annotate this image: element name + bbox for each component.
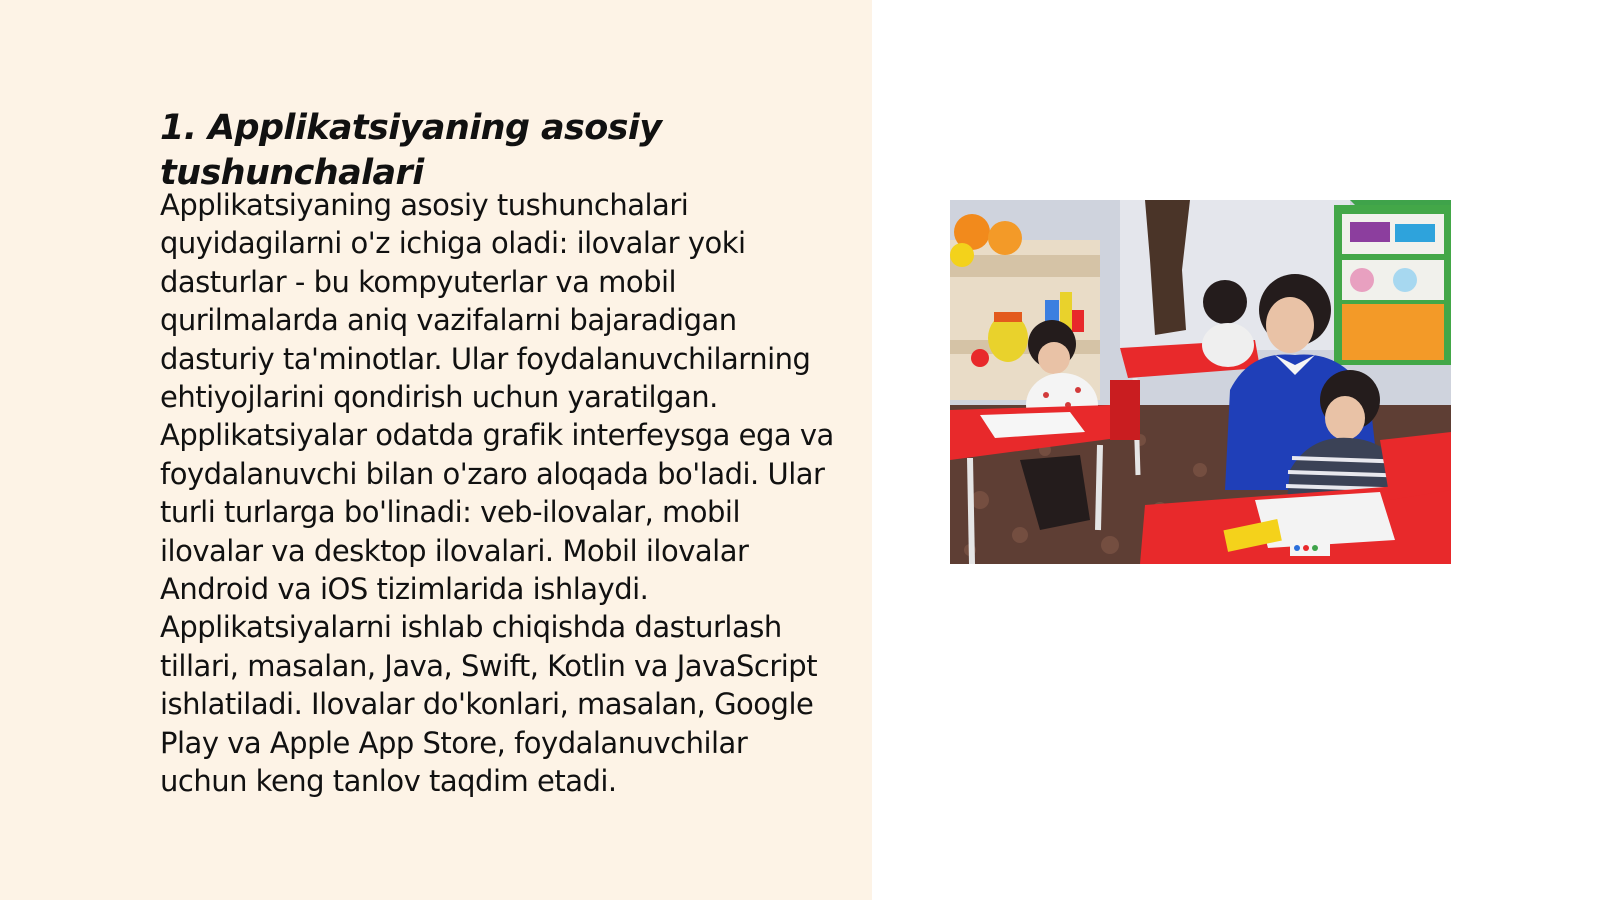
slide-body-text: Applikatsiyaning asosiy tushunchalari quyidagilarni o'z ichiga oladi: ilovalar yoki dasturlar - bu kompyuterlar va mobil qurilmalarda aniq vazifalarni bajaradigan dasturiy ta'minotlar. Ular foydalanuvchilarning ehtiyojlarini qondirish uchun yaratilgan. Applikatsiyalar odatda grafik interfeysga ega va foydalanuvchi bilan o'zaro aloqada bo'ladi. Ular turli turlarga bo'linadi: veb-ilovalar, mobil ilovalar va desktop ilovalari. Mobil ilovalar Android va iOS tizimlarida ishlaydi. Applikatsiyalarni ishlab chiqishda dasturlash tillari, masalan, Java, Swift, Kotlin va JavaScript ishlatiladi. Ilovalar do'konlari, masalan, Google Play va Apple App Store, foydalanuvchilar uchun keng tanlov taqdim etadi. <box>160 188 834 799</box>
classroom-illustration <box>950 200 1451 564</box>
slide-title: 1. Applikatsiyaning asosiy tushunchalari <box>160 108 662 193</box>
classroom-photo <box>950 200 1451 564</box>
